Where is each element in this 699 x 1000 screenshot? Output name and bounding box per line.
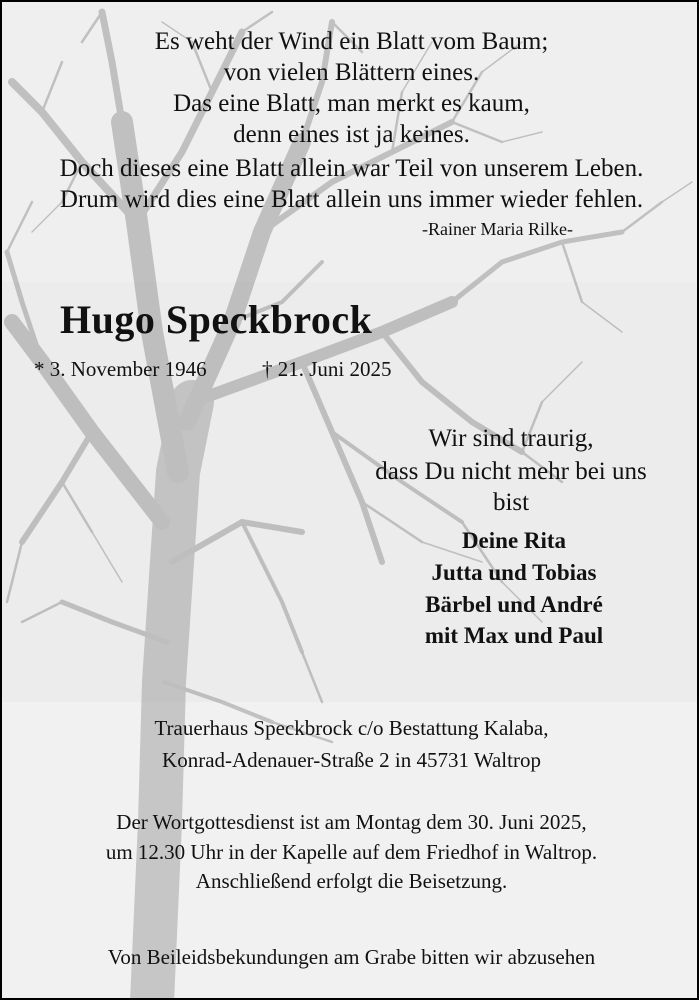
service-line-2: um 12.30 Uhr in der Kapelle auf dem Friedhof in Waltrop. [105,840,598,864]
poem-line-1: Es weht der Wind ein Blatt vom Baum; [154,28,549,55]
poem-line-3: Das eine Blatt, man merkt es kaum, [173,90,530,117]
family-line-1: Deine Rita [461,528,567,553]
mourning-house-line-2: Konrad-Adenauer-Straße 2 in 45731 Waltrop [162,748,541,772]
poem-line-5: Doch dieses eine Blatt allein war Teil von unserem Leben. [59,155,644,182]
closing-note: Von Beileidsbekundungen am Grabe bitten wir abzusehen [107,945,596,969]
obituary-content [2,2,699,1000]
poem-line-2: von vielen Blättern eines. [223,59,480,86]
message-line-3: bist [492,489,530,516]
service-line-3: Anschließend erfolgt die Beisetzung. [195,869,508,893]
message-line-2: dass Du nicht mehr bei uns [375,458,647,485]
family-line-4: mit Max und Paul [424,623,604,648]
message-line-1: Wir sind traurig, [428,425,594,452]
death-date: † 21. Juni 2025 [262,357,392,381]
birth-date: * 3. November 1946 [34,357,207,381]
family-line-3: Bärbel und André [425,592,603,617]
mourning-house-line-1: Trauerhaus Speckbrock c/o Bestattung Kalaba, [154,716,549,740]
poem-author: -Rainer Maria Rilke- [422,219,573,239]
service-line-1: Der Wortgottesdienst ist am Montag dem 30. Juni 2025, [116,810,587,834]
poem-line-6: Drum wird dies eine Blatt allein uns immer wieder fehlen. [59,186,644,213]
deceased-name: Hugo Speckbrock [60,297,373,342]
family-line-2: Jutta und Tobias [431,560,597,585]
poem-line-4: denn eines ist ja keines. [233,121,470,148]
